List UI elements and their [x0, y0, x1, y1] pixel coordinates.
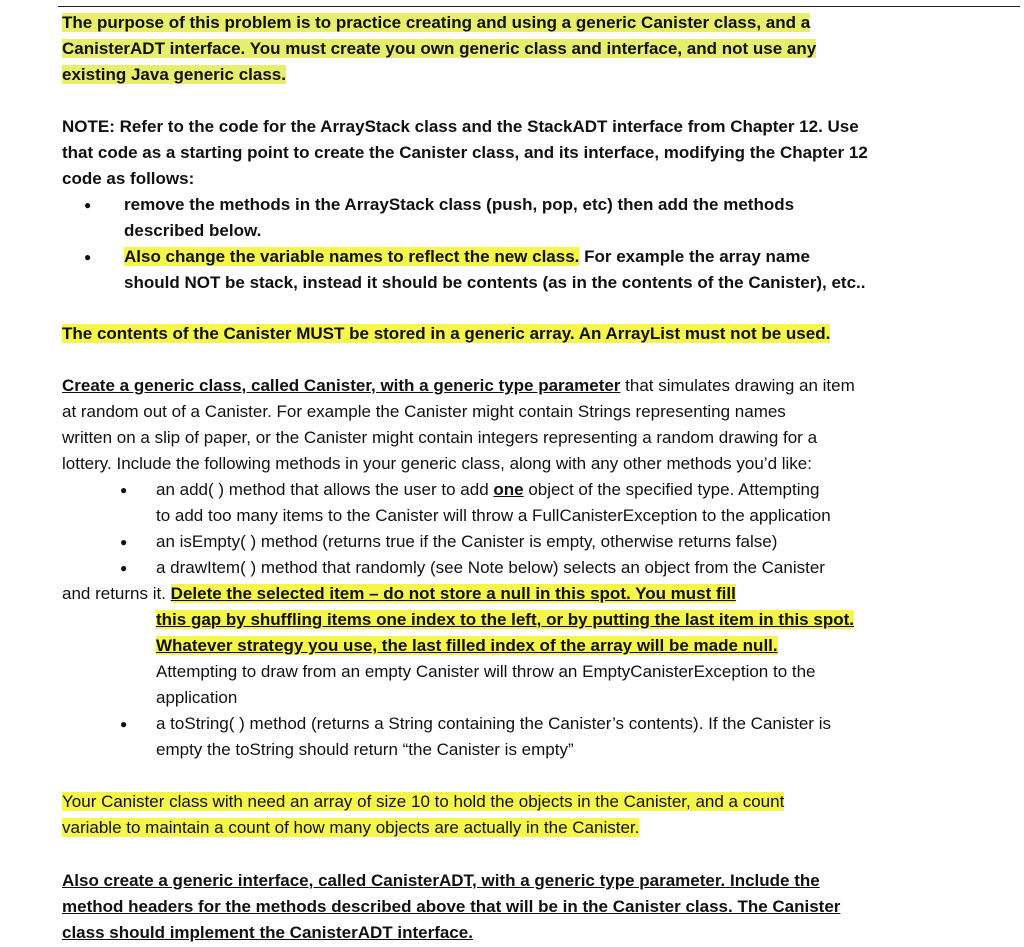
- interface-line-3: class should implement the CanisterADT interface.: [62, 923, 473, 942]
- note-line-2: that code as a starting point to create the Canister class, and its interface, modifying the Chapter 12: [62, 143, 868, 162]
- method-isempty-text: an isEmpty( ) method (returns true if the Canister is empty, otherwise returns false): [156, 532, 778, 551]
- methods-bullet-list-2: [62, 711, 1002, 763]
- method-tostring-text-a: a toString( ) method (returns a String containing the Canister’s contents). If the Canister is: [156, 714, 831, 733]
- drawitem-continuation-2: [62, 607, 1002, 711]
- method-drawitem-text-b: and returns it.: [62, 584, 171, 603]
- purpose-paragraph: [62, 10, 962, 88]
- method-drawitem: [62, 555, 1002, 581]
- method-drawitem-text-c: Attempting to draw from an empty Canister will throw an EmptyCanisterException to the: [156, 662, 816, 681]
- create-line-3: written on a slip of paper, or the Canister might contain integers representing a random drawing for a: [62, 428, 818, 447]
- note-bullet-1: [62, 192, 962, 244]
- note-bullet-2-highlight: Also change the variable names to reflect the new class.: [124, 247, 580, 266]
- contents-rule-paragraph: [62, 321, 962, 347]
- note-bullet-list: [62, 192, 962, 296]
- note-line-3: code as follows:: [62, 169, 195, 188]
- note-line-1: NOTE: Refer to the code for the ArrayStack class and the StackADT interface from Chapter 12. Use: [62, 117, 859, 136]
- interface-line-1: Also create a generic interface, called CanisterADT, with a generic type parameter. Include the: [62, 871, 820, 890]
- note-bullet-1-line-1: remove the methods in the ArrayStack class (push, pop, etc) then add the methods: [124, 195, 795, 214]
- note-paragraph: [62, 114, 962, 296]
- method-drawitem-text-a: a drawItem( ) method that randomly (see Note below) selects an object from the Canister: [156, 558, 825, 577]
- method-tostring: [62, 711, 1002, 763]
- array-size-paragraph: [62, 789, 962, 841]
- method-add-one: one: [493, 480, 524, 499]
- purpose-line-2: CanisterADT interface. You must create you own generic class and interface, and not use any: [62, 39, 817, 58]
- drawitem-highlight-2: this gap by shuffling items one index to the left, or by putting the last item in this spot.: [156, 610, 854, 629]
- note-bullet-2-line-2: should NOT be stack, instead it should be contents (as in the contents of the Canister), etc..: [124, 273, 866, 292]
- top-rule: [58, 6, 1020, 7]
- create-class-paragraph: [62, 373, 1002, 763]
- array-size-line-1: Your Canister class with need an array of size 10 to hold the objects in the Canister, and a count: [62, 792, 785, 811]
- create-class-heading: Create a generic class, called Canister, with a generic type parameter: [62, 376, 621, 395]
- method-drawitem-text-d: application: [156, 688, 238, 707]
- create-line-4: lottery. Include the following methods in your generic class, along with any other methods you’d like:: [62, 454, 812, 473]
- note-bullet-2-rest: For example the array name: [579, 247, 810, 266]
- interface-paragraph: [62, 868, 962, 946]
- array-size-line-2: variable to maintain a count of how many objects are actually in the Canister.: [62, 818, 640, 837]
- note-bullet-1-line-2: described below.: [124, 221, 262, 240]
- method-add: [62, 477, 1002, 529]
- purpose-line-1: The purpose of this problem is to practice creating and using a generic Canister class, and a: [62, 13, 811, 32]
- drawitem-continuation: [30, 581, 1002, 607]
- create-line-2: at random out of a Canister. For example the Canister might contain Strings representing names: [62, 402, 786, 421]
- method-add-text-b: object of the specified type. Attempting: [523, 480, 820, 499]
- purpose-line-3: existing Java generic class.: [62, 65, 286, 84]
- create-line-1-rest: that simulates drawing an item: [620, 376, 855, 395]
- method-tostring-text-b: empty the toString should return “the Canister is empty”: [156, 740, 574, 759]
- interface-line-2: method headers for the methods described above that will be in the Canister class. The Canister: [62, 897, 841, 916]
- method-add-text-c: to add too many items to the Canister will throw a FullCanisterException to the application: [156, 506, 831, 525]
- drawitem-highlight-3: Whatever strategy you use, the last filled index of the array will be made null.: [156, 636, 778, 655]
- drawitem-highlight-1: Delete the selected item – do not store a null in this spot. You must fill: [170, 584, 736, 603]
- contents-rule-text: The contents of the Canister MUST be stored in a generic array. An ArrayList must not be used.: [62, 324, 831, 343]
- note-bullet-2: [62, 244, 962, 296]
- method-add-text-a: an add( ) method that allows the user to add: [156, 480, 494, 499]
- methods-bullet-list: [62, 477, 1002, 581]
- method-isempty: [62, 529, 1002, 555]
